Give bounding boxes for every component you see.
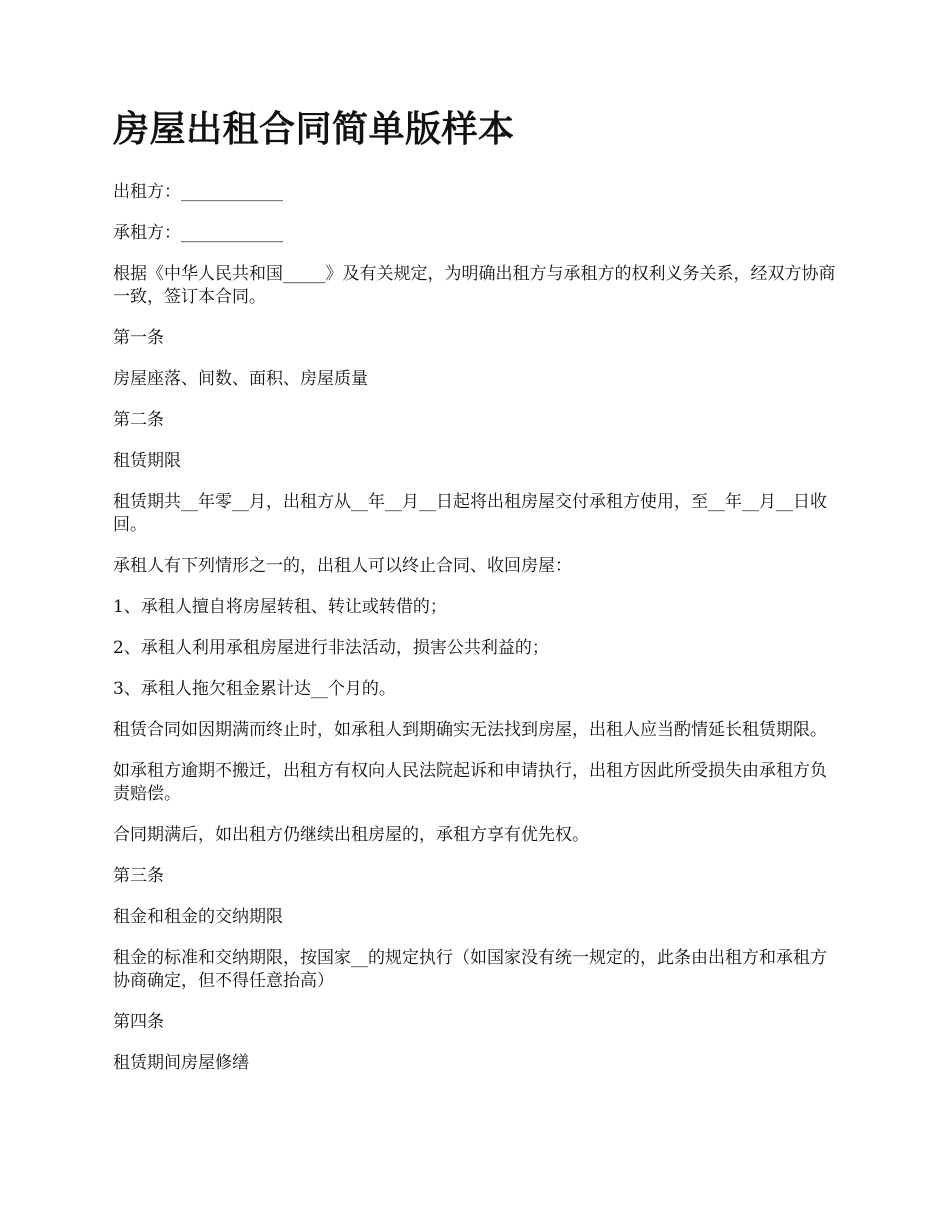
termination-item-1: 1、承租人擅自将房屋转租、转让或转借的； <box>113 597 447 618</box>
lease-term-paragraph: 租赁期共__年零__月，出租方从__年__月__日起将出租房屋交付承租方使用，至__年__月__日收回。 <box>113 492 827 536</box>
termination-intro-paragraph: 承租人有下列情形之一的，出租人可以终止合同、收回房屋： <box>113 556 572 577</box>
article-3-heading: 第三条 <box>113 866 164 887</box>
rent-standard-paragraph: 租金的标准和交纳期限，按国家__的规定执行（如国家没有统一规定的，此条由出租方和承租方协商确定，但不得任意抬高） <box>113 948 827 992</box>
article-1-heading: 第一条 <box>113 328 164 349</box>
article-1-title: 房屋座落、间数、面积、房屋质量 <box>113 369 368 390</box>
article-4-title: 租赁期间房屋修缮 <box>113 1053 249 1074</box>
article-2-heading: 第二条 <box>113 410 164 431</box>
article-3-title: 租金和租金的交纳期限 <box>113 907 283 928</box>
termination-item-2: 2、承租人利用承租房屋进行非法活动，损害公共利益的； <box>113 638 549 659</box>
lessee-field: 承租方：____________ <box>113 223 283 244</box>
document-title: 房屋出租合同简单版样本 <box>113 109 515 150</box>
article-2-title: 租赁期限 <box>113 451 181 472</box>
article-4-heading: 第四条 <box>113 1012 164 1033</box>
overdue-paragraph: 如承租方逾期不搬迁，出租方有权向人民法院起诉和申请执行，出租方因此所受损失由承租方负责赔偿。 <box>113 761 827 805</box>
termination-item-3: 3、承租人拖欠租金累计达__个月的。 <box>113 679 396 700</box>
lessor-field: 出租方：____________ <box>113 182 283 203</box>
preamble-paragraph: 根据《中华人民共和国_____》及有关规定，为明确出租方与承租方的权利义务关系，经双方协商一致，签订本合同。 <box>113 264 836 308</box>
priority-paragraph: 合同期满后，如出租方仍继续出租房屋的，承租方享有优先权。 <box>113 825 589 846</box>
document-page <box>113 108 843 1093</box>
extension-paragraph: 租赁合同如因期满而终止时，如承租人到期确实无法找到房屋，出租人应当酌情延长租赁期限。 <box>113 720 827 741</box>
